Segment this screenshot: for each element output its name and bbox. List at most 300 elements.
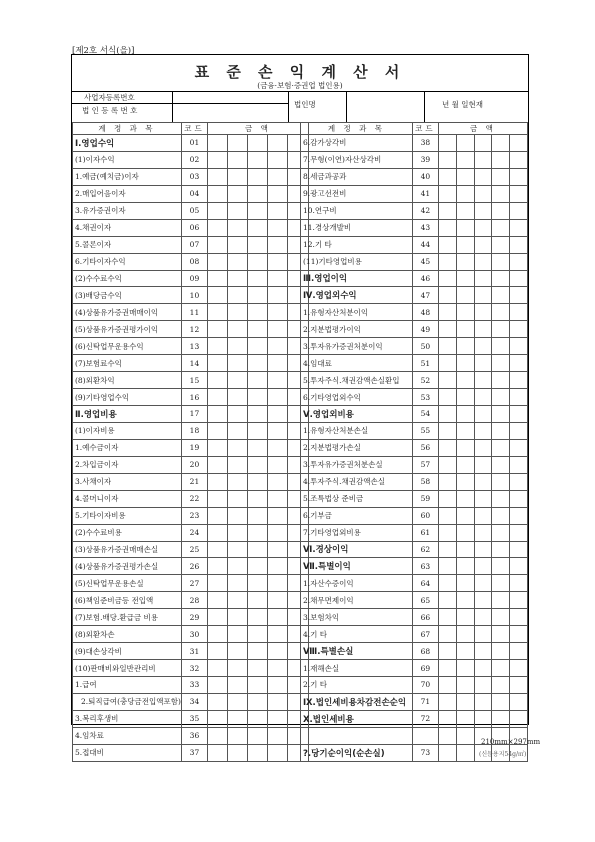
amount-cell[interactable]: [474, 609, 492, 626]
amount-cell[interactable]: [510, 236, 528, 253]
amount-cell[interactable]: [492, 643, 510, 660]
amount-cell[interactable]: [227, 524, 247, 541]
amount-cell[interactable]: [456, 135, 474, 152]
amount-cell[interactable]: [492, 202, 510, 219]
amount-cell[interactable]: [207, 287, 227, 304]
amount-cell[interactable]: [510, 524, 528, 541]
amount-cell[interactable]: [247, 355, 267, 372]
amount-cell[interactable]: [474, 151, 492, 168]
amount-cell[interactable]: [247, 219, 267, 236]
amount-cell[interactable]: [267, 422, 287, 439]
amount-cell[interactable]: [474, 372, 492, 389]
amount-cell[interactable]: [456, 270, 474, 287]
amount-cell[interactable]: [474, 202, 492, 219]
amount-cell[interactable]: [492, 287, 510, 304]
amount-cell[interactable]: [207, 321, 227, 338]
amount-cell[interactable]: [227, 151, 247, 168]
amount-cell[interactable]: [510, 406, 528, 423]
amount-cell[interactable]: [267, 439, 287, 456]
amount-cell[interactable]: [492, 135, 510, 152]
amount-cell[interactable]: [267, 558, 287, 575]
amount-cell[interactable]: [227, 439, 247, 456]
amount-cell[interactable]: [456, 304, 474, 321]
amount-cell[interactable]: [510, 558, 528, 575]
amount-cell[interactable]: [267, 135, 287, 152]
amount-cell[interactable]: [438, 355, 456, 372]
amount-cell[interactable]: [492, 693, 510, 710]
amount-cell[interactable]: [456, 643, 474, 660]
amount-cell[interactable]: [227, 304, 247, 321]
amount-cell[interactable]: [207, 202, 227, 219]
amount-cell[interactable]: [438, 439, 456, 456]
amount-cell[interactable]: [492, 439, 510, 456]
amount-cell[interactable]: [474, 490, 492, 507]
amount-cell[interactable]: [207, 592, 227, 609]
amount-cell[interactable]: [207, 219, 227, 236]
amount-cell[interactable]: [247, 202, 267, 219]
amount-cell[interactable]: [492, 524, 510, 541]
amount-cell[interactable]: [474, 355, 492, 372]
amount-cell[interactable]: [492, 541, 510, 558]
amount-cell[interactable]: [492, 490, 510, 507]
amount-cell[interactable]: [227, 677, 247, 694]
amount-cell[interactable]: [492, 677, 510, 694]
amount-cell[interactable]: [492, 338, 510, 355]
amount-cell[interactable]: [492, 304, 510, 321]
amount-cell[interactable]: [438, 710, 456, 727]
amount-cell[interactable]: [474, 270, 492, 287]
amount-cell[interactable]: [492, 168, 510, 185]
amount-cell[interactable]: [492, 321, 510, 338]
amount-cell[interactable]: [438, 287, 456, 304]
amount-cell[interactable]: [438, 253, 456, 270]
amount-cell[interactable]: [474, 541, 492, 558]
amount-cell[interactable]: [207, 727, 227, 744]
amount-cell[interactable]: [492, 422, 510, 439]
amount-cell[interactable]: [227, 507, 247, 524]
amount-cell[interactable]: [267, 304, 287, 321]
amount-cell[interactable]: [474, 422, 492, 439]
amount-cell[interactable]: [474, 660, 492, 677]
amount-cell[interactable]: [438, 660, 456, 677]
amount-cell[interactable]: [492, 355, 510, 372]
amount-cell[interactable]: [456, 490, 474, 507]
amount-cell[interactable]: [474, 389, 492, 406]
amount-cell[interactable]: [456, 219, 474, 236]
amount-cell[interactable]: [438, 236, 456, 253]
amount-cell[interactable]: [247, 439, 267, 456]
amount-cell[interactable]: [474, 507, 492, 524]
amount-cell[interactable]: [227, 338, 247, 355]
amount-cell[interactable]: [438, 507, 456, 524]
amount-cell[interactable]: [247, 236, 267, 253]
amount-cell[interactable]: [267, 372, 287, 389]
amount-cell[interactable]: [247, 677, 267, 694]
amount-cell[interactable]: [456, 372, 474, 389]
amount-cell[interactable]: [456, 389, 474, 406]
amount-cell[interactable]: [510, 677, 528, 694]
amount-cell[interactable]: [227, 135, 247, 152]
amount-cell[interactable]: [267, 151, 287, 168]
amount-cell[interactable]: [474, 338, 492, 355]
amount-cell[interactable]: [207, 406, 227, 423]
amount-cell[interactable]: [207, 626, 227, 643]
amount-cell[interactable]: [267, 287, 287, 304]
amount-cell[interactable]: [227, 643, 247, 660]
amount-cell[interactable]: [456, 609, 474, 626]
amount-cell[interactable]: [207, 168, 227, 185]
amount-cell[interactable]: [510, 389, 528, 406]
amount-cell[interactable]: [438, 135, 456, 152]
amount-cell[interactable]: [227, 710, 247, 727]
amount-cell[interactable]: [456, 185, 474, 202]
amount-cell[interactable]: [456, 744, 474, 761]
amount-cell[interactable]: [438, 541, 456, 558]
amount-cell[interactable]: [438, 422, 456, 439]
amount-cell[interactable]: [510, 219, 528, 236]
amount-cell[interactable]: [438, 643, 456, 660]
amount-cell[interactable]: [247, 693, 267, 710]
amount-cell[interactable]: [247, 744, 267, 761]
amount-cell[interactable]: [267, 456, 287, 473]
amount-cell[interactable]: [227, 660, 247, 677]
amount-cell[interactable]: [438, 202, 456, 219]
amount-cell[interactable]: [510, 626, 528, 643]
amount-cell[interactable]: [247, 626, 267, 643]
amount-cell[interactable]: [510, 575, 528, 592]
amount-cell[interactable]: [207, 710, 227, 727]
amount-cell[interactable]: [247, 592, 267, 609]
amount-cell[interactable]: [474, 575, 492, 592]
amount-cell[interactable]: [207, 355, 227, 372]
amount-cell[interactable]: [492, 710, 510, 727]
amount-cell[interactable]: [207, 253, 227, 270]
amount-cell[interactable]: [438, 524, 456, 541]
amount-cell[interactable]: [227, 168, 247, 185]
amount-cell[interactable]: [267, 727, 287, 744]
amount-cell[interactable]: [438, 744, 456, 761]
amount-cell[interactable]: [247, 270, 267, 287]
amount-cell[interactable]: [247, 575, 267, 592]
amount-cell[interactable]: [492, 456, 510, 473]
amount-cell[interactable]: [438, 168, 456, 185]
amount-cell[interactable]: [207, 660, 227, 677]
amount-cell[interactable]: [247, 558, 267, 575]
amount-cell[interactable]: [510, 592, 528, 609]
amount-cell[interactable]: [227, 541, 247, 558]
amount-cell[interactable]: [438, 219, 456, 236]
amount-cell[interactable]: [456, 338, 474, 355]
amount-cell[interactable]: [510, 439, 528, 456]
amount-cell[interactable]: [474, 236, 492, 253]
amount-cell[interactable]: [247, 321, 267, 338]
amount-cell[interactable]: [456, 456, 474, 473]
amount-cell[interactable]: [438, 185, 456, 202]
amount-cell[interactable]: [247, 541, 267, 558]
amount-cell[interactable]: [207, 744, 227, 761]
amount-cell[interactable]: [438, 372, 456, 389]
amount-cell[interactable]: [474, 643, 492, 660]
amount-cell[interactable]: [456, 541, 474, 558]
amount-cell[interactable]: [207, 473, 227, 490]
amount-cell[interactable]: [207, 490, 227, 507]
amount-cell[interactable]: [207, 151, 227, 168]
amount-cell[interactable]: [267, 389, 287, 406]
amount-cell[interactable]: [207, 185, 227, 202]
amount-cell[interactable]: [456, 321, 474, 338]
amount-cell[interactable]: [474, 287, 492, 304]
amount-cell[interactable]: [474, 626, 492, 643]
amount-cell[interactable]: [247, 253, 267, 270]
amount-cell[interactable]: [510, 135, 528, 152]
amount-cell[interactable]: [267, 219, 287, 236]
amount-cell[interactable]: [247, 185, 267, 202]
amount-cell[interactable]: [247, 643, 267, 660]
amount-cell[interactable]: [227, 185, 247, 202]
amount-cell[interactable]: [492, 151, 510, 168]
amount-cell[interactable]: [247, 507, 267, 524]
amount-cell[interactable]: [247, 304, 267, 321]
amount-cell[interactable]: [456, 422, 474, 439]
amount-cell[interactable]: [267, 693, 287, 710]
amount-cell[interactable]: [267, 168, 287, 185]
amount-cell[interactable]: [267, 473, 287, 490]
amount-cell[interactable]: [227, 372, 247, 389]
amount-cell[interactable]: [492, 372, 510, 389]
amount-cell[interactable]: [227, 236, 247, 253]
amount-cell[interactable]: [456, 693, 474, 710]
amount-cell[interactable]: [207, 422, 227, 439]
amount-cell[interactable]: [474, 321, 492, 338]
amount-cell[interactable]: [227, 253, 247, 270]
amount-cell[interactable]: [227, 321, 247, 338]
amount-cell[interactable]: [438, 558, 456, 575]
amount-cell[interactable]: [492, 270, 510, 287]
amount-cell[interactable]: [474, 456, 492, 473]
amount-cell[interactable]: [438, 473, 456, 490]
amount-cell[interactable]: [510, 660, 528, 677]
amount-cell[interactable]: [456, 677, 474, 694]
amount-cell[interactable]: [247, 490, 267, 507]
amount-cell[interactable]: [510, 355, 528, 372]
amount-cell[interactable]: [267, 338, 287, 355]
amount-cell[interactable]: [207, 236, 227, 253]
amount-cell[interactable]: [227, 456, 247, 473]
amount-cell[interactable]: [267, 643, 287, 660]
amount-cell[interactable]: [492, 185, 510, 202]
amount-cell[interactable]: [247, 473, 267, 490]
amount-cell[interactable]: [267, 677, 287, 694]
amount-cell[interactable]: [227, 727, 247, 744]
amount-cell[interactable]: [474, 168, 492, 185]
amount-cell[interactable]: [456, 202, 474, 219]
amount-cell[interactable]: [227, 473, 247, 490]
amount-cell[interactable]: [474, 473, 492, 490]
amount-cell[interactable]: [267, 744, 287, 761]
amount-cell[interactable]: [492, 219, 510, 236]
amount-cell[interactable]: [267, 592, 287, 609]
amount-cell[interactable]: [492, 609, 510, 626]
amount-cell[interactable]: [247, 372, 267, 389]
amount-cell[interactable]: [247, 406, 267, 423]
amount-cell[interactable]: [492, 236, 510, 253]
amount-cell[interactable]: [247, 727, 267, 744]
amount-cell[interactable]: [247, 422, 267, 439]
amount-cell[interactable]: [510, 168, 528, 185]
amount-cell[interactable]: [267, 236, 287, 253]
amount-cell[interactable]: [267, 710, 287, 727]
amount-cell[interactable]: [267, 490, 287, 507]
amount-cell[interactable]: [456, 507, 474, 524]
amount-cell[interactable]: [267, 185, 287, 202]
amount-cell[interactable]: [474, 135, 492, 152]
amount-cell[interactable]: [438, 626, 456, 643]
amount-cell[interactable]: [207, 677, 227, 694]
amount-cell[interactable]: [438, 592, 456, 609]
amount-cell[interactable]: [456, 151, 474, 168]
amount-cell[interactable]: [438, 406, 456, 423]
amount-cell[interactable]: [492, 575, 510, 592]
amount-cell[interactable]: [207, 304, 227, 321]
amount-cell[interactable]: [492, 592, 510, 609]
amount-cell[interactable]: [474, 439, 492, 456]
amount-cell[interactable]: [247, 287, 267, 304]
amount-cell[interactable]: [227, 422, 247, 439]
amount-cell[interactable]: [267, 253, 287, 270]
amount-cell[interactable]: [492, 626, 510, 643]
amount-cell[interactable]: [438, 151, 456, 168]
amount-cell[interactable]: [510, 456, 528, 473]
amount-cell[interactable]: [456, 727, 474, 744]
amount-cell[interactable]: [267, 270, 287, 287]
amount-cell[interactable]: [267, 507, 287, 524]
amount-cell[interactable]: [510, 287, 528, 304]
amount-cell[interactable]: [492, 473, 510, 490]
amount-cell[interactable]: [267, 355, 287, 372]
amount-cell[interactable]: [456, 168, 474, 185]
amount-cell[interactable]: [207, 135, 227, 152]
amount-cell[interactable]: [474, 253, 492, 270]
amount-cell[interactable]: [474, 710, 492, 727]
amount-cell[interactable]: [492, 406, 510, 423]
amount-cell[interactable]: [227, 287, 247, 304]
amount-cell[interactable]: [474, 304, 492, 321]
amount-cell[interactable]: [267, 575, 287, 592]
amount-cell[interactable]: [510, 643, 528, 660]
amount-cell[interactable]: [247, 338, 267, 355]
amount-cell[interactable]: [510, 202, 528, 219]
amount-cell[interactable]: [456, 355, 474, 372]
amount-cell[interactable]: [267, 609, 287, 626]
amount-cell[interactable]: [438, 727, 456, 744]
amount-cell[interactable]: [227, 389, 247, 406]
amount-cell[interactable]: [247, 151, 267, 168]
amount-cell[interactable]: [456, 710, 474, 727]
amount-cell[interactable]: [227, 626, 247, 643]
amount-cell[interactable]: [510, 609, 528, 626]
amount-cell[interactable]: [474, 219, 492, 236]
amount-cell[interactable]: [207, 439, 227, 456]
amount-cell[interactable]: [267, 626, 287, 643]
amount-cell[interactable]: [438, 304, 456, 321]
amount-cell[interactable]: [438, 321, 456, 338]
amount-cell[interactable]: [510, 321, 528, 338]
amount-cell[interactable]: [510, 490, 528, 507]
amount-cell[interactable]: [474, 677, 492, 694]
amount-cell[interactable]: [247, 524, 267, 541]
amount-cell[interactable]: [456, 473, 474, 490]
amount-cell[interactable]: [227, 558, 247, 575]
amount-cell[interactable]: [267, 321, 287, 338]
amount-cell[interactable]: [474, 592, 492, 609]
amount-cell[interactable]: [510, 507, 528, 524]
amount-cell[interactable]: [247, 710, 267, 727]
amount-cell[interactable]: [267, 660, 287, 677]
amount-cell[interactable]: [227, 355, 247, 372]
amount-cell[interactable]: [510, 185, 528, 202]
amount-cell[interactable]: [207, 693, 227, 710]
amount-cell[interactable]: [267, 406, 287, 423]
amount-cell[interactable]: [207, 558, 227, 575]
amount-cell[interactable]: [207, 524, 227, 541]
amount-cell[interactable]: [267, 202, 287, 219]
amount-cell[interactable]: [227, 490, 247, 507]
amount-cell[interactable]: [438, 389, 456, 406]
amount-cell[interactable]: [510, 270, 528, 287]
amount-cell[interactable]: [492, 253, 510, 270]
amount-cell[interactable]: [438, 693, 456, 710]
amount-cell[interactable]: [438, 575, 456, 592]
amount-cell[interactable]: [207, 389, 227, 406]
amount-cell[interactable]: [510, 338, 528, 355]
amount-cell[interactable]: [456, 558, 474, 575]
amount-cell[interactable]: [438, 609, 456, 626]
amount-cell[interactable]: [247, 609, 267, 626]
amount-cell[interactable]: [456, 406, 474, 423]
amount-cell[interactable]: [456, 253, 474, 270]
amount-cell[interactable]: [247, 456, 267, 473]
amount-cell[interactable]: [207, 507, 227, 524]
amount-cell[interactable]: [510, 422, 528, 439]
amount-cell[interactable]: [227, 219, 247, 236]
amount-cell[interactable]: [438, 338, 456, 355]
amount-cell[interactable]: [247, 660, 267, 677]
amount-cell[interactable]: [456, 626, 474, 643]
amount-cell[interactable]: [207, 270, 227, 287]
amount-cell[interactable]: [227, 575, 247, 592]
amount-cell[interactable]: [227, 592, 247, 609]
amount-cell[interactable]: [510, 710, 528, 727]
amount-cell[interactable]: [510, 693, 528, 710]
amount-cell[interactable]: [492, 389, 510, 406]
amount-cell[interactable]: [492, 507, 510, 524]
amount-cell[interactable]: [247, 135, 267, 152]
amount-cell[interactable]: [456, 236, 474, 253]
amount-cell[interactable]: [207, 338, 227, 355]
amount-cell[interactable]: [438, 677, 456, 694]
amount-cell[interactable]: [474, 558, 492, 575]
amount-cell[interactable]: [207, 643, 227, 660]
amount-cell[interactable]: [267, 541, 287, 558]
amount-cell[interactable]: [438, 270, 456, 287]
amount-cell[interactable]: [510, 372, 528, 389]
amount-cell[interactable]: [474, 524, 492, 541]
amount-cell[interactable]: [510, 253, 528, 270]
amount-cell[interactable]: [492, 558, 510, 575]
amount-cell[interactable]: [207, 372, 227, 389]
amount-cell[interactable]: [510, 541, 528, 558]
amount-cell[interactable]: [227, 202, 247, 219]
